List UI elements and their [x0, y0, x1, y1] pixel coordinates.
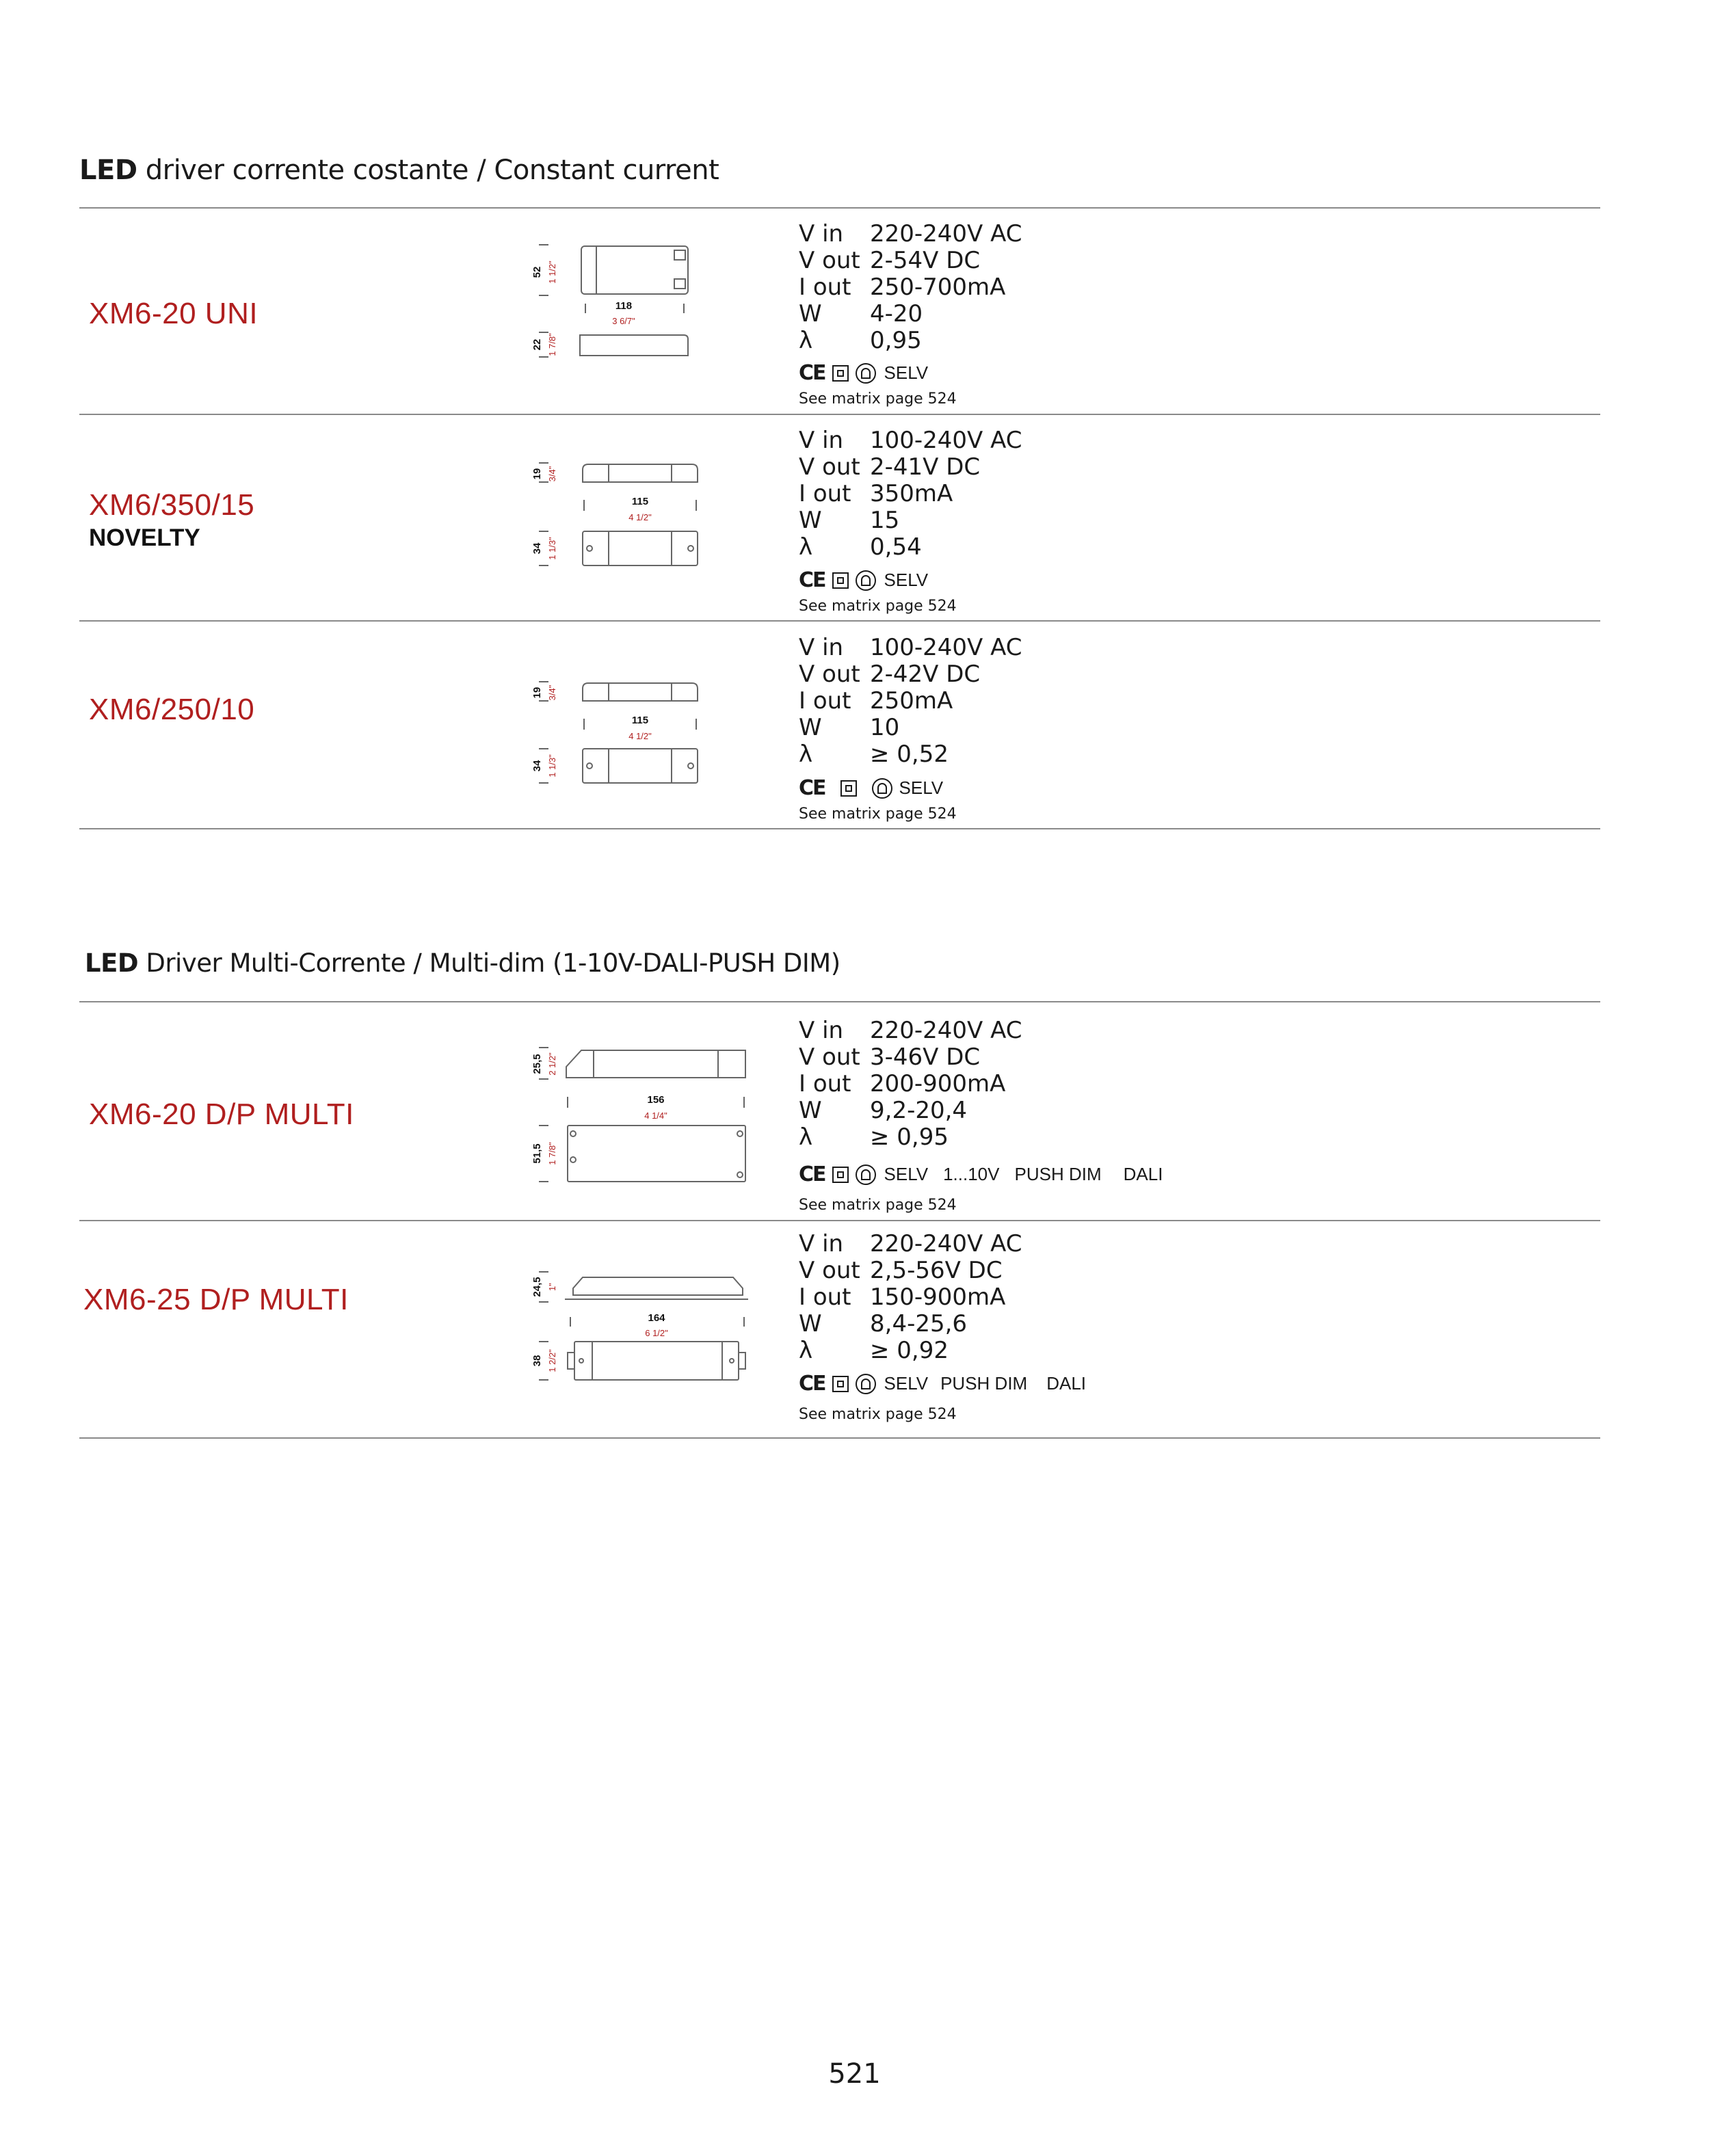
matrix-reference: See matrix page 524 [799, 1197, 957, 1214]
spec-label: V out [799, 661, 860, 688]
novelty-badge: NOVELTY [89, 524, 200, 551]
dim-height-mm: 19 [531, 687, 543, 699]
independent-driver-icon [856, 1374, 876, 1394]
spec-label: V in [799, 1230, 844, 1257]
matrix-reference: See matrix page 524 [799, 806, 957, 823]
ce-mark-icon: CE [799, 1162, 825, 1186]
divider [79, 620, 1600, 622]
cert-label: PUSH DIM [1014, 1164, 1102, 1184]
spec-label: I out [799, 274, 851, 301]
spec-label: V in [799, 220, 844, 248]
spec-label: V out [799, 1043, 860, 1071]
dim-depth-mm: 38 [531, 1355, 543, 1367]
spec-value: 100-240V AC [870, 634, 1022, 661]
spec-value: 350mA [870, 480, 953, 507]
product-model: XM6/350/15 [89, 488, 255, 522]
matrix-reference: See matrix page 524 [799, 390, 957, 408]
certification-marks [799, 568, 928, 592]
dim-height-mm: 19 [531, 468, 543, 480]
dim-length-in: 4 1/4" [644, 1110, 667, 1121]
cert-label: DALI [1123, 1164, 1163, 1184]
dim-height-in: 1" [547, 1283, 557, 1291]
product-model: XM6-20 D/P MULTI [89, 1097, 354, 1131]
dim-height-in: 1 1/2" [547, 261, 557, 284]
spec-label: V out [799, 247, 860, 274]
ce-mark-icon: CE [799, 361, 825, 385]
spec-value: 220-240V AC [870, 1230, 1022, 1257]
product-dimension-drawing [520, 1265, 752, 1388]
double-insulation-icon [832, 572, 849, 589]
spec-label: I out [799, 1070, 851, 1097]
divider [79, 1220, 1600, 1221]
independent-driver-icon [856, 363, 876, 384]
divider [79, 1001, 1600, 1002]
dim-height-mm: 24,5 [531, 1277, 543, 1297]
spec-value: ≥ 0,92 [870, 1337, 949, 1364]
ce-mark-icon: CE [799, 776, 825, 800]
spec-value: 250-700mA [870, 274, 1006, 301]
spec-value: 2,5-56V DC [870, 1257, 1003, 1284]
spec-label: λ [799, 741, 813, 768]
dim-length-mm: 118 [615, 300, 633, 312]
section-title-rest: driver corrente costante / Constant current [137, 155, 719, 186]
certification-marks [799, 361, 928, 385]
spec-label: W [799, 1310, 822, 1337]
spec-label: V in [799, 427, 844, 454]
spec-value: 4-20 [870, 300, 923, 328]
dim-length-in: 4 1/2" [628, 512, 652, 522]
spec-value: ≥ 0,95 [870, 1123, 949, 1151]
cert-label: PUSH DIM [940, 1373, 1028, 1394]
divider [79, 207, 1600, 209]
double-insulation-icon [832, 1167, 849, 1183]
dim-depth-in: 1 7/8" [547, 333, 557, 356]
cert-label: DALI [1046, 1373, 1087, 1394]
dim-depth-mm: 34 [531, 542, 543, 555]
spec-label: W [799, 507, 822, 534]
product-dimension-drawing [520, 1039, 752, 1190]
dim-length-mm: 115 [631, 496, 649, 507]
spec-label: λ [799, 533, 813, 561]
spec-value: 9,2-20,4 [870, 1097, 968, 1124]
spec-value: 100-240V AC [870, 427, 1022, 454]
spec-value: 0,54 [870, 533, 922, 561]
page-number: 521 [828, 2058, 881, 2090]
product-model: XM6/250/10 [89, 693, 255, 726]
cert-label: SELV [899, 777, 944, 798]
dim-height-mm: 25,5 [531, 1054, 543, 1074]
divider [79, 1437, 1600, 1439]
product-dimension-drawing [520, 674, 725, 797]
spec-label: W [799, 300, 822, 328]
section-title-bold: LED [79, 155, 137, 186]
dim-length-in: 6 1/2" [645, 1328, 668, 1338]
spec-label: λ [799, 327, 813, 354]
spec-label: V in [799, 1017, 844, 1044]
divider [79, 828, 1600, 829]
spec-value: 15 [870, 507, 900, 534]
spec-value: 150-900mA [870, 1283, 1006, 1311]
dim-depth-in: 1 1/3" [547, 537, 557, 560]
dim-length-mm: 156 [647, 1094, 665, 1106]
spec-value: ≥ 0,52 [870, 741, 949, 768]
certification-marks [799, 776, 943, 800]
spec-value: 8,4-25,6 [870, 1310, 968, 1337]
double-insulation-icon [840, 780, 857, 797]
dim-length-mm: 115 [631, 715, 649, 726]
spec-label: W [799, 1097, 822, 1124]
spec-label: V out [799, 453, 860, 481]
dim-depth-in: 1 1/3" [547, 754, 557, 777]
ce-mark-icon: CE [799, 568, 825, 592]
certification-marks [799, 1372, 1086, 1396]
dim-depth-mm: 34 [531, 760, 543, 772]
cert-label: SELV [884, 570, 929, 590]
independent-driver-icon [872, 778, 892, 799]
section-title-bold: LED [85, 948, 139, 978]
independent-driver-icon [856, 570, 876, 591]
dim-depth-mm: 51,5 [531, 1143, 543, 1164]
spec-label: λ [799, 1123, 813, 1151]
section-title-constant-current [79, 155, 719, 186]
double-insulation-icon [832, 365, 849, 382]
spec-label: I out [799, 1283, 851, 1311]
dim-depth-mm: 22 [531, 338, 543, 351]
dim-length-in: 4 1/2" [628, 731, 652, 741]
matrix-reference: See matrix page 524 [799, 598, 957, 615]
independent-driver-icon [856, 1164, 876, 1185]
spec-value: 200-900mA [870, 1070, 1006, 1097]
spec-label: λ [799, 1337, 813, 1364]
spec-value: 220-240V AC [870, 1017, 1022, 1044]
double-insulation-icon [832, 1376, 849, 1392]
certification-marks [799, 1162, 1163, 1186]
dim-height-in: 3/4" [547, 466, 557, 482]
spec-label: I out [799, 480, 851, 507]
spec-value: 2-41V DC [870, 453, 981, 481]
spec-value: 10 [870, 714, 900, 741]
ce-mark-icon: CE [799, 1372, 825, 1396]
cert-label: 1...10V [943, 1164, 1000, 1184]
dim-depth-in: 1 7/8" [547, 1142, 557, 1165]
cert-label: SELV [884, 1373, 929, 1394]
spec-label: V out [799, 1257, 860, 1284]
section-title-rest: Driver Multi-Corrente / Multi-dim (1-10V-DALI-PUSH DIM) [138, 948, 840, 978]
product-dimension-drawing [520, 455, 725, 578]
spec-value: 220-240V AC [870, 220, 1022, 248]
dim-height-in: 2 1/2" [547, 1052, 557, 1076]
cert-label: SELV [884, 362, 929, 383]
spec-value: 3-46V DC [870, 1043, 981, 1071]
divider [79, 414, 1600, 415]
dim-length-mm: 164 [648, 1312, 665, 1324]
matrix-reference: See matrix page 524 [799, 1406, 957, 1423]
spec-value: 2-42V DC [870, 661, 981, 688]
spec-value: 2-54V DC [870, 247, 981, 274]
section-title-multi-dim [85, 948, 840, 978]
spec-value: 250mA [870, 687, 953, 715]
spec-label: V in [799, 634, 844, 661]
product-model: XM6-25 D/P MULTI [83, 1283, 349, 1316]
cert-label: SELV [884, 1164, 929, 1184]
spec-value: 0,95 [870, 327, 922, 354]
dim-length-in: 3 6/7" [612, 316, 635, 326]
dim-depth-in: 1 2/2" [547, 1349, 557, 1372]
spec-label: I out [799, 687, 851, 715]
dim-height-in: 3/4" [547, 684, 557, 701]
dim-height-mm: 52 [531, 266, 543, 278]
product-dimension-drawing [520, 232, 725, 362]
spec-label: W [799, 714, 822, 741]
product-model: XM6-20 UNI [89, 297, 259, 330]
